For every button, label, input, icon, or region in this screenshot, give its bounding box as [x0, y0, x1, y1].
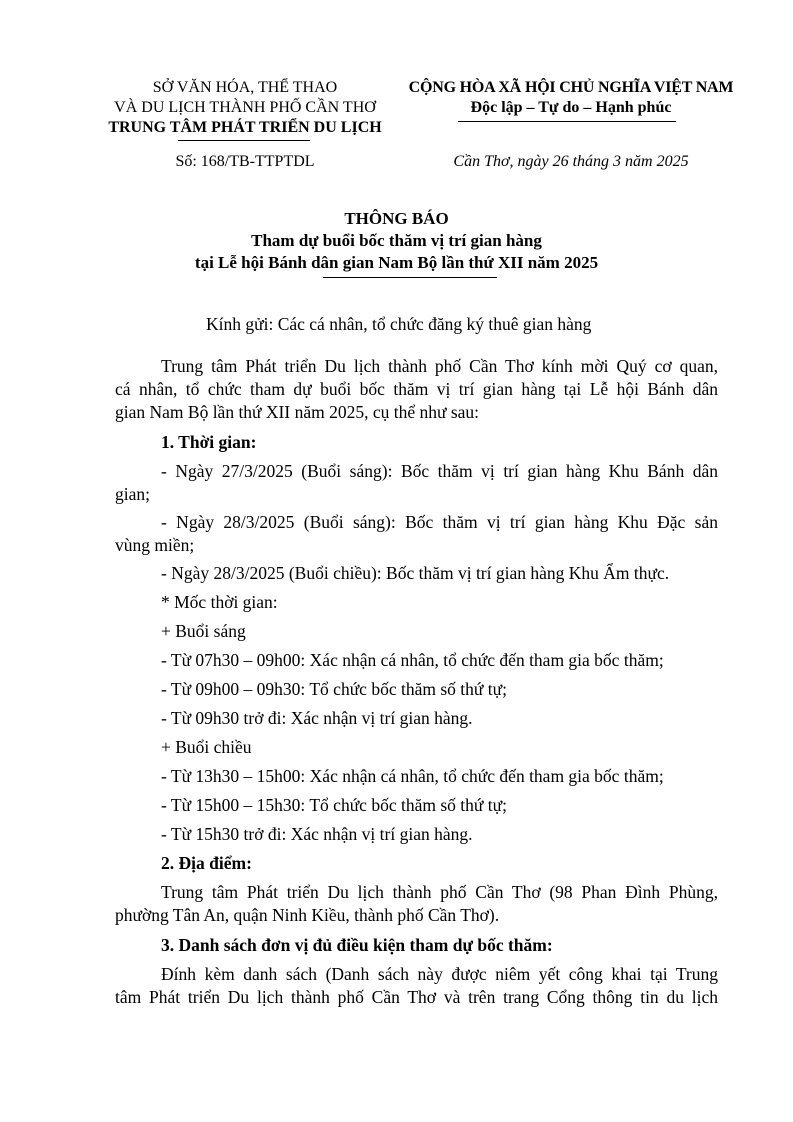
time-item-2-line-1: - Ngày 28/3/2025 (Buổi sáng): Bốc thăm vị trí gian hàng Khu Đặc sản [161, 512, 718, 532]
document-number: Số: 168/TB-TTPTDL [175, 153, 315, 170]
list-line-1: Đính kèm danh sách (Danh sách này được niêm yết công khai tại Trung [161, 964, 718, 984]
afternoon-step-3: - Từ 15h30 trở đi: Xác nhận vị trí gian hàng. [161, 824, 473, 844]
section-1-heading: 1. Thời gian: [161, 432, 257, 452]
agency-name: TRUNG TÂM PHÁT TRIỂN DU LỊCH [108, 119, 382, 136]
afternoon-step-1: - Từ 13h30 – 15h00: Xác nhận cá nhân, tổ chức đến tham gia bốc thăm; [161, 766, 664, 786]
agency-parent-line2: VÀ DU LỊCH THÀNH PHỐ CẦN THƠ [114, 99, 376, 116]
intro-line-2: cá nhân, tổ chức tham dự buổi bốc thăm vị trí gian hàng tại Lễ hội Bánh dân [115, 379, 718, 399]
location-line-2: phường Tân An, quận Ninh Kiều, thành phố Cần Thơ). [115, 905, 500, 925]
document-subtitle-1: Tham dự buổi bốc thăm vị trí gian hàng [251, 231, 542, 250]
agency-underline [178, 140, 310, 141]
morning-step-2: - Từ 09h00 – 09h30: Tổ chức bốc thăm số thứ tự; [161, 679, 507, 699]
document-title: THÔNG BÁO [344, 209, 449, 228]
time-item-3: - Ngày 28/3/2025 (Buổi chiều): Bốc thăm vị trí gian hàng Khu Ẩm thực. [161, 563, 670, 583]
document-subtitle-2: tại Lễ hội Bánh dân gian Nam Bộ lần thứ XII năm 2025 [194, 253, 599, 272]
time-item-2-line-2: vùng miền; [115, 535, 195, 555]
morning-step-3: - Từ 09h30 trở đi: Xác nhận vị trí gian hàng. [161, 708, 473, 728]
intro-line-3: gian Nam Bộ lần thứ XII năm 2025, cụ thể như sau: [115, 402, 480, 422]
section-2-heading: 2. Địa điểm: [161, 853, 252, 873]
motto-underline [458, 121, 676, 122]
recipient-line: Kính gửi: Các cá nhân, tổ chức đăng ký thuê gian hàng [206, 314, 592, 334]
intro-line-1: Trung tâm Phát triển Du lịch thành phố Cần Thơ kính mời Quý cơ quan, [161, 356, 718, 376]
time-item-1-line-2: gian; [115, 484, 150, 504]
national-title: CỘNG HÒA XÃ HỘI CHỦ NGHĨA VIỆT NAM [408, 79, 734, 96]
location-line-1: Trung tâm Phát triển Du lịch thành phố Cần Thơ (98 Phan Đình Phùng, [161, 882, 718, 902]
milestone-label: * Mốc thời gian: [161, 592, 278, 612]
title-underline [323, 277, 497, 278]
time-item-1-line-1: - Ngày 27/3/2025 (Buổi sáng): Bốc thăm vị trí gian hàng Khu Bánh dân [161, 461, 718, 481]
morning-step-1: - Từ 07h30 – 09h00: Xác nhận cá nhân, tổ chức đến tham gia bốc thăm; [161, 650, 664, 670]
section-3-heading: 3. Danh sách đơn vị đủ điều kiện tham dự bốc thăm: [161, 935, 553, 955]
morning-label: + Buổi sáng [161, 621, 246, 641]
agency-parent-line1: SỞ VĂN HÓA, THỂ THAO [152, 79, 338, 96]
afternoon-step-2: - Từ 15h00 – 15h30: Tổ chức bốc thăm số thứ tự; [161, 795, 507, 815]
list-line-2: tâm Phát triển Du lịch thành phố Cần Thơ và trên trang Cổng thông tin du lịch [115, 987, 718, 1007]
document-date: Cần Thơ, ngày 26 tháng 3 năm 2025 [453, 153, 689, 170]
national-motto: Độc lập – Tự do – Hạnh phúc [470, 99, 672, 116]
afternoon-label: + Buổi chiều [161, 737, 252, 757]
